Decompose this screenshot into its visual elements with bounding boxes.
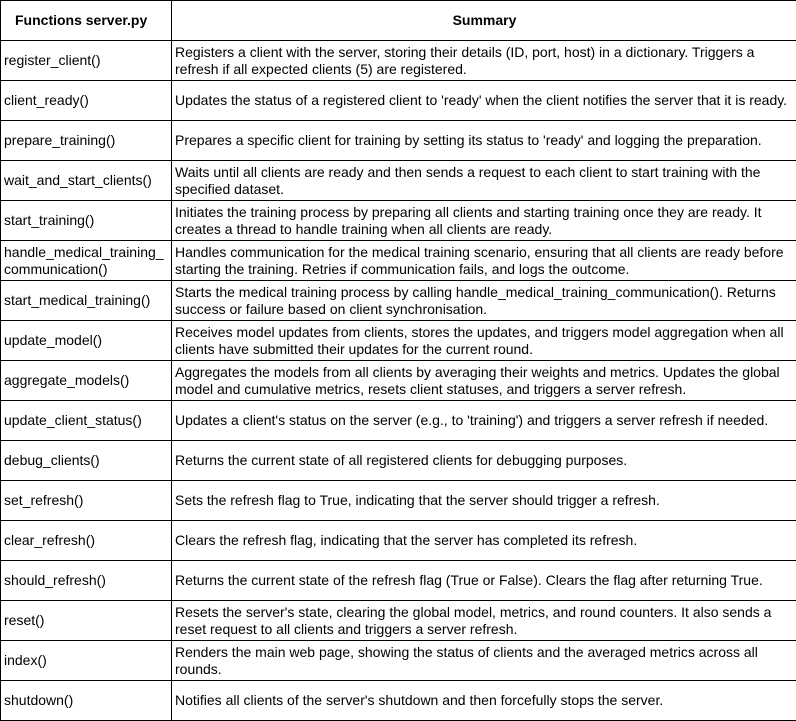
- table-row: [1, 81, 796, 121]
- summary-cell: Initiates the training process by preparing all clients and starting training once they are ready. It creates a thread to handle training when all clients are ready.: [172, 201, 796, 241]
- table-row: [1, 41, 796, 81]
- table-row: [1, 521, 796, 561]
- function-name-cell: update_model(): [1, 321, 172, 361]
- summary-cell: Clears the refresh flag, indicating that the server has completed its refresh.: [172, 521, 796, 561]
- table-body: [1, 41, 796, 721]
- summary-cell: Starts the medical training process by calling handle_medical_training_communication(). Returns success or failure based on client synchronisation.: [172, 281, 796, 321]
- function-name-cell: aggregate_models(): [1, 361, 172, 401]
- summary-cell: Prepares a specific client for training by setting its status to 'ready' and logging the preparation.: [172, 121, 796, 161]
- summary-cell: Updates the status of a registered client to 'ready' when the client notifies the server that it is ready.: [172, 81, 796, 121]
- function-name-cell: client_ready(): [1, 81, 172, 121]
- function-name-cell: register_client(): [1, 41, 172, 81]
- summary-cell: Sets the refresh flag to True, indicating that the server should trigger a refresh.: [172, 481, 796, 521]
- function-name-cell: set_refresh(): [1, 481, 172, 521]
- summary-cell: Notifies all clients of the server's shutdown and then forcefully stops the server.: [172, 681, 796, 721]
- function-name-cell: clear_refresh(): [1, 521, 172, 561]
- table-row: [1, 641, 796, 681]
- table-row: [1, 161, 796, 201]
- summary-cell: Registers a client with the server, storing their details (ID, port, host) in a dictionary. Triggers a refresh if all expected clients (5) are registered.: [172, 41, 796, 81]
- table-row: [1, 121, 796, 161]
- summary-cell: Renders the main web page, showing the status of clients and the averaged metrics across all rounds.: [172, 641, 796, 681]
- summary-cell: Returns the current state of all registered clients for debugging purposes.: [172, 441, 796, 481]
- table-row: [1, 361, 796, 401]
- header-row: [1, 1, 796, 41]
- summary-cell: Handles communication for the medical training scenario, ensuring that all clients are ready before starting the training. Retries if communication fails, and logs the outcome.: [172, 241, 796, 281]
- table-row: [1, 241, 796, 281]
- function-name-cell: handle_medical_training_communication(): [1, 241, 172, 281]
- summary-cell: Waits until all clients are ready and then sends a request to each client to start training with the specified dataset.: [172, 161, 796, 201]
- summary-cell: Receives model updates from clients, stores the updates, and triggers model aggregation when all clients have submitted their updates for the current round.: [172, 321, 796, 361]
- table-row: [1, 601, 796, 641]
- summary-cell: Resets the server's state, clearing the global model, metrics, and round counters. It also sends a reset request to all clients and triggers a server refresh.: [172, 601, 796, 641]
- table-row: [1, 201, 796, 241]
- table-row: [1, 281, 796, 321]
- function-name-cell: update_client_status(): [1, 401, 172, 441]
- function-name-cell: should_refresh(): [1, 561, 172, 601]
- function-name-cell: start_medical_training(): [1, 281, 172, 321]
- function-name-cell: start_training(): [1, 201, 172, 241]
- header-function: Functions server.py: [1, 1, 172, 41]
- summary-cell: Returns the current state of the refresh flag (True or False). Clears the flag after returning True.: [172, 561, 796, 601]
- header-summary: Summary: [172, 1, 796, 41]
- table-row: [1, 441, 796, 481]
- function-name-cell: prepare_training(): [1, 121, 172, 161]
- function-name-cell: shutdown(): [1, 681, 172, 721]
- function-name-cell: reset(): [1, 601, 172, 641]
- table-row: [1, 481, 796, 521]
- function-name-cell: index(): [1, 641, 172, 681]
- summary-cell: Updates a client's status on the server (e.g., to 'training') and triggers a server refresh if needed.: [172, 401, 796, 441]
- table-row: [1, 561, 796, 601]
- table-row: [1, 321, 796, 361]
- table-row: [1, 681, 796, 721]
- function-name-cell: debug_clients(): [1, 441, 172, 481]
- function-name-cell: wait_and_start_clients(): [1, 161, 172, 201]
- summary-cell: Aggregates the models from all clients by averaging their weights and metrics. Updates the global model and cumulative metrics, resets client statuses, and triggers a server refresh.: [172, 361, 796, 401]
- table-row: [1, 401, 796, 441]
